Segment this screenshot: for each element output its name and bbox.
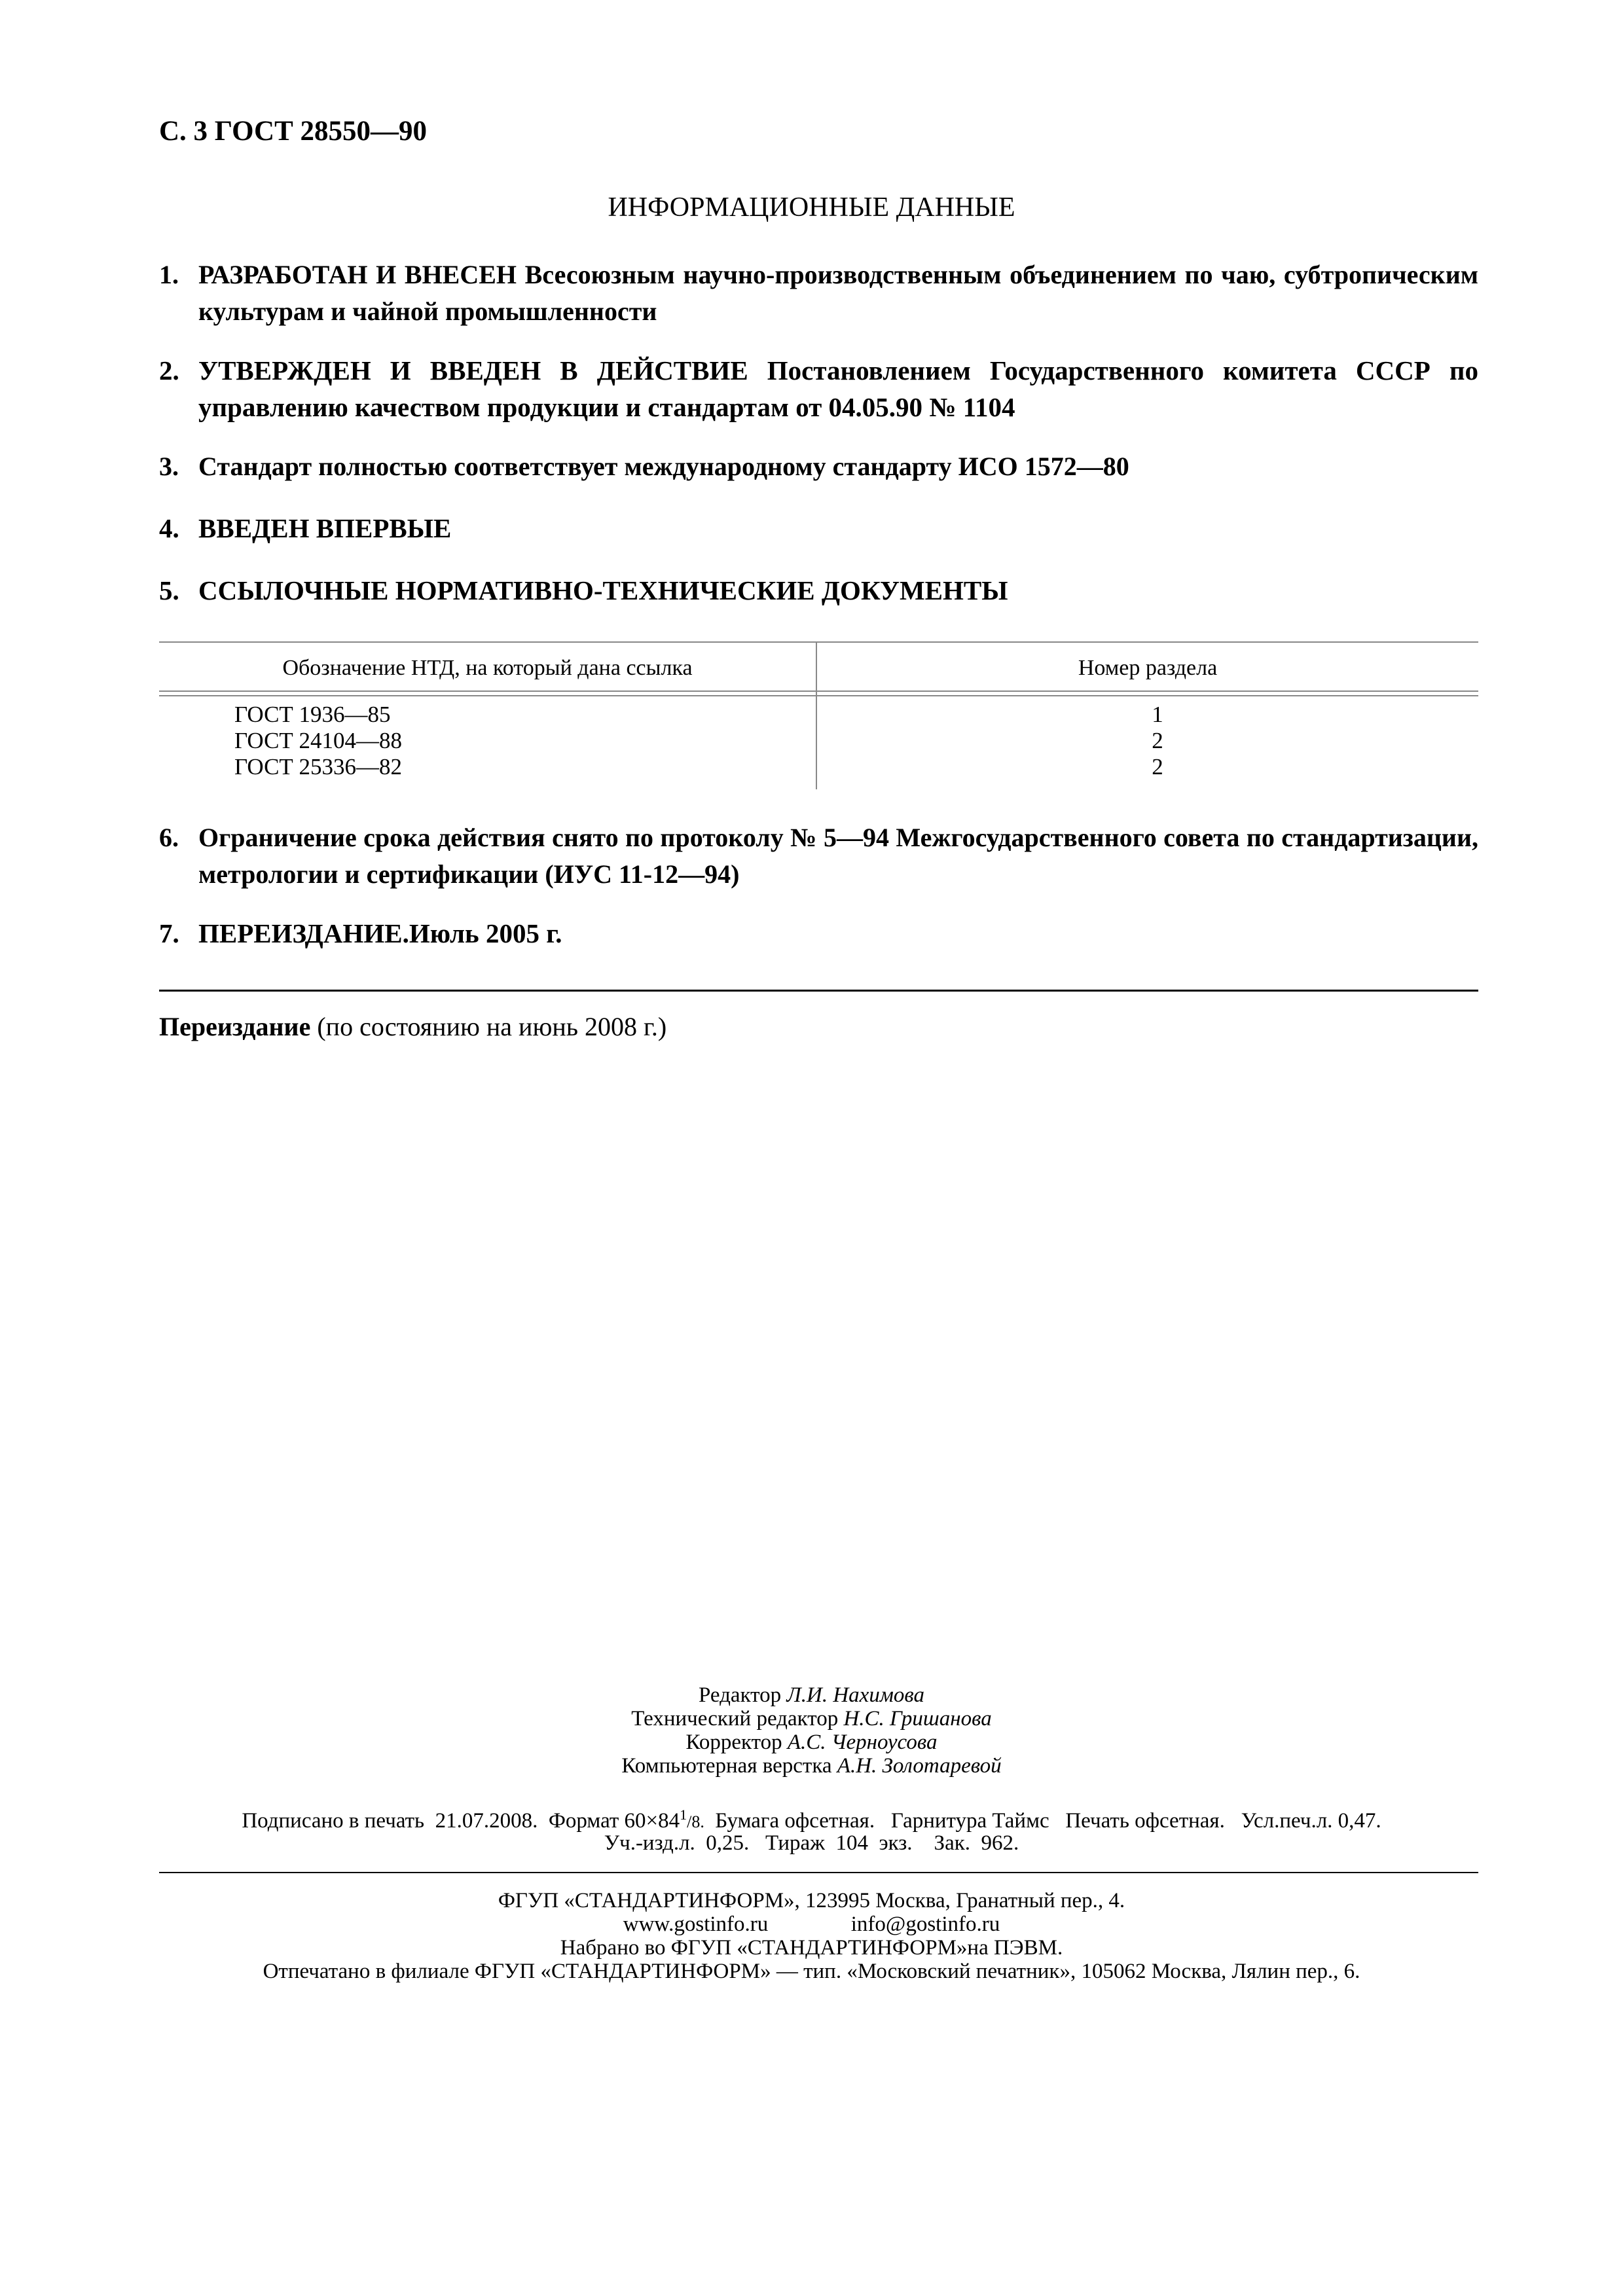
- imprint-text: Бумага офсетная. Гарнитура Таймс Печать офсетная. Усл.печ.л. 0,47.: [704, 1809, 1381, 1833]
- item-number: 5.: [159, 575, 179, 605]
- list-item: [159, 257, 1478, 330]
- credit-role: Технический редактор: [631, 1707, 839, 1731]
- reissue-label: Переиздание: [159, 1012, 311, 1041]
- publisher-line: Набрано во ФГУП «СТАНДАРТИНФОРМ»на ПЭВМ.: [560, 1936, 1063, 1960]
- item-text: ССЫЛОЧНЫЕ НОРМАТИВНО-ТЕХНИЧЕСКИЕ ДОКУМЕНТЫ: [198, 575, 1008, 605]
- item-number: 3.: [159, 452, 179, 481]
- table-header-section: Номер раздела: [1078, 656, 1218, 680]
- imprint-line: [0, 1806, 1623, 1833]
- item-text: ВВЕДЕН ВПЕРВЫЕ: [198, 513, 452, 543]
- credit-line: [0, 1754, 1623, 1778]
- imprint-format-sup: 1: [680, 1806, 687, 1823]
- table-top-rule: [159, 641, 1478, 643]
- footer-divider: [159, 1872, 1478, 1873]
- table-cell-section: 2: [1152, 754, 1163, 780]
- item-text: ПЕРЕИЗДАНИЕ.Июль 2005 г.: [198, 918, 562, 948]
- publisher-contacts: [0, 1912, 1623, 1937]
- table-header-rule: [159, 691, 1478, 692]
- item-number: 1.: [159, 260, 179, 289]
- section-divider: [159, 990, 1478, 992]
- list-item: [159, 352, 1478, 425]
- list-item: [159, 819, 1478, 893]
- table-cell-section: 2: [1152, 728, 1163, 753]
- table-cell-section: 1: [1152, 702, 1163, 727]
- list-item: [159, 510, 1478, 547]
- item-text: РАЗРАБОТАН И ВНЕСЕН Всесоюзным научно-производственным объединением по чаю, субтропическим культурам и чайной промышленности: [198, 260, 1478, 326]
- item-number: 4.: [159, 513, 179, 543]
- imprint-format-frac: /8.: [687, 1812, 704, 1831]
- page-label: С. 3 ГОСТ 28550—90: [159, 116, 428, 147]
- item-number: 2.: [159, 355, 179, 386]
- credit-role: Компьютерная верстка: [621, 1754, 832, 1778]
- table-column-divider: [816, 641, 817, 789]
- credit-line: [0, 1707, 1623, 1731]
- reissue-note: [159, 1011, 666, 1042]
- list-item: [159, 915, 1478, 952]
- credit-role: Корректор: [685, 1731, 782, 1754]
- publisher-line: Отпечатано в филиале ФГУП «СТАНДАРТИНФОРМ» — тип. «Московский печатник», 105062 Москва, Лялин пер., 6.: [263, 1960, 1360, 1983]
- item-text: УТВЕРЖДЕН И ВВЕДЕН В ДЕЙСТВИЕ Постановлением Государственного комитета СССР по управлению качеством продукции и стандартам от 04.05.90 № 1104: [198, 355, 1478, 422]
- credit-name: А.Н. Золотаревой: [837, 1754, 1002, 1778]
- table-cell-doc: ГОСТ 1936—85: [234, 702, 391, 727]
- item-number: 6.: [159, 823, 179, 852]
- item-number: 7.: [159, 918, 179, 948]
- credit-name: А.С. Черноусова: [787, 1731, 938, 1754]
- table-cell-doc: ГОСТ 25336—82: [234, 754, 403, 780]
- table-cell-doc: ГОСТ 24104—88: [234, 728, 403, 753]
- table-header-doc: Обозначение НТД, на который дана ссылка: [282, 656, 693, 680]
- imprint-text: Подписано в печать 21.07.2008. Формат 60×84: [242, 1809, 680, 1833]
- publisher-website: www.gostinfo.ru: [623, 1912, 769, 1936]
- list-item: [159, 448, 1478, 485]
- credit-name: Л.И. Нахимова: [786, 1683, 924, 1707]
- publisher-line: ФГУП «СТАНДАРТИНФОРМ», 123995 Москва, Гранатный пер., 4.: [498, 1889, 1125, 1912]
- publisher-email: info@gostinfo.ru: [850, 1912, 1000, 1936]
- list-item: [159, 572, 1478, 609]
- item-text: Ограничение срока действия снято по протоколу № 5—94 Межгосударственного совета по стандартизации, метрологии и сертификации (ИУС 11-12—94): [198, 823, 1478, 889]
- reissue-text: (по состоянию на июнь 2008 г.): [317, 1012, 667, 1041]
- table-header-rule: [159, 695, 1478, 696]
- credit-name: Н.С. Гришанова: [843, 1707, 992, 1731]
- imprint-line: Уч.-изд.л. 0,25. Тираж 104 экз. Зак. 962.: [604, 1831, 1019, 1855]
- credit-line: [0, 1683, 1623, 1708]
- item-text: Стандарт полностью соответствует международному стандарту ИСО 1572—80: [198, 452, 1129, 481]
- page-title: ИНФОРМАЦИОННЫЕ ДАННЫЕ: [608, 192, 1015, 223]
- credit-line: [0, 1731, 1623, 1755]
- credit-role: Редактор: [699, 1683, 782, 1707]
